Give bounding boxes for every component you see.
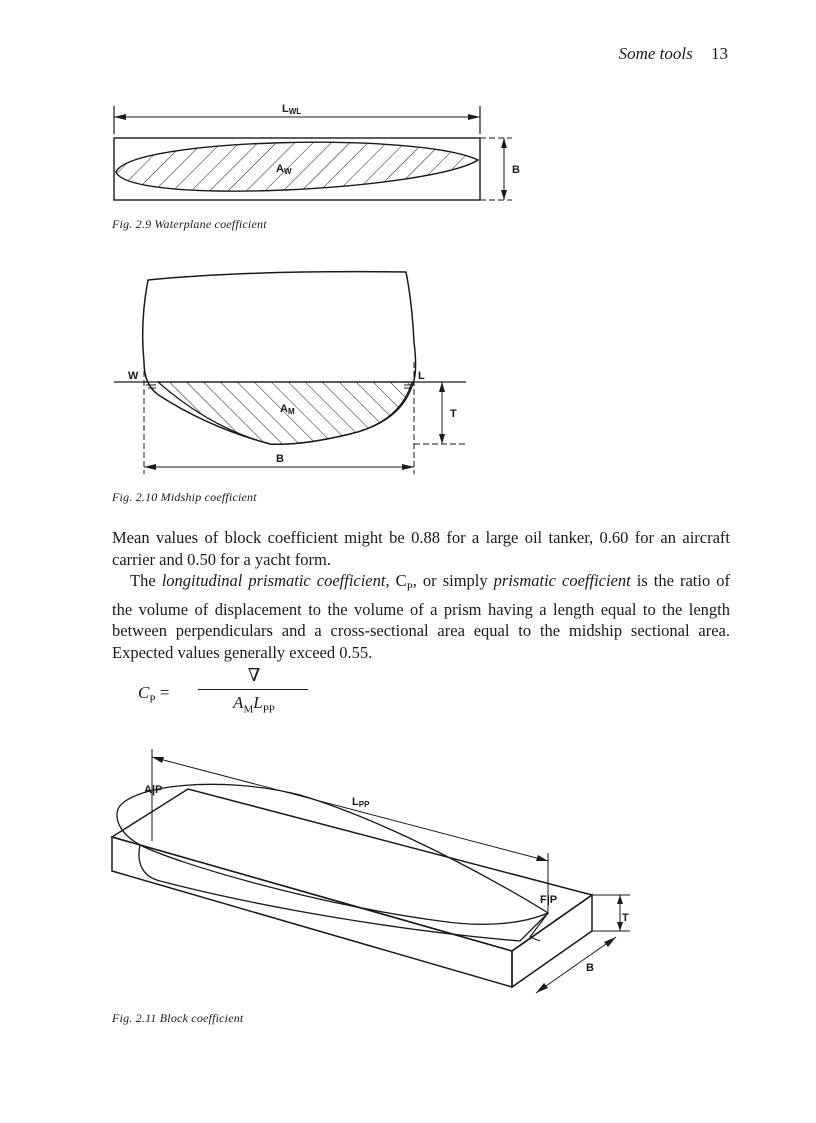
- paragraph-2: The longitudinal prismatic coefficient, $C_P$, or simply prismatic coefficient is the ratio of the volume of displacement to the volume of a prism having a length equal to the length between perpendiculars and a cross-sectional area equal to the midship sectional area. Expected values generally exceed 0.55.: [112, 571, 730, 662]
- fwd-perpendicular-label: F|P: [540, 894, 558, 906]
- waterplane-area: [116, 142, 478, 191]
- formula-numerator: ∇: [247, 665, 261, 685]
- midship-breadth-label: B: [276, 453, 284, 465]
- fig-2-11-caption: Fig. 2.11 Block coefficient: [112, 1011, 244, 1025]
- block-draught-label: T: [622, 912, 629, 924]
- lpp-label: LPP: [352, 796, 370, 809]
- block-breadth-label: B: [586, 962, 594, 974]
- block-figure: [100, 745, 640, 1005]
- hull-outline: [117, 784, 548, 924]
- running-header: [619, 44, 728, 64]
- aft-perpendicular-label: A|P: [144, 784, 163, 796]
- fig-2-10-caption: Fig. 2.10 Midship coefficient: [112, 490, 257, 504]
- term-prismatic: prismatic coefficient: [493, 571, 631, 590]
- midship-figure: [100, 262, 490, 478]
- term-longitudinal-prismatic: longitudinal prismatic coefficient: [161, 571, 386, 590]
- paragraph-1: Mean values of block coefficient might be 0.88 for a large oil tanker, 0.60 for an aircraft carrier and 0.50 for a yacht form.: [112, 528, 730, 569]
- formula-lhs: $C_P$ =: [138, 683, 170, 706]
- page-number: 13: [711, 44, 728, 63]
- am-label: AM: [280, 403, 295, 416]
- waterline-w-label: W: [128, 370, 139, 382]
- body-text: [112, 527, 730, 663]
- formula-fraction: [196, 665, 312, 715]
- draught-label: T: [450, 408, 457, 420]
- waterplane-figure: [100, 98, 530, 210]
- waterline-l-label: L: [418, 370, 425, 382]
- fig-2-9-caption: Fig. 2.9 Waterplane coefficient: [112, 217, 267, 231]
- aw-label: AW: [276, 163, 292, 176]
- section-title: Some tools: [618, 44, 693, 63]
- lwl-label: LWL: [282, 103, 302, 116]
- formula-denominator: $A_ML_{PP}$: [233, 693, 275, 716]
- breadth-label: B: [512, 164, 520, 176]
